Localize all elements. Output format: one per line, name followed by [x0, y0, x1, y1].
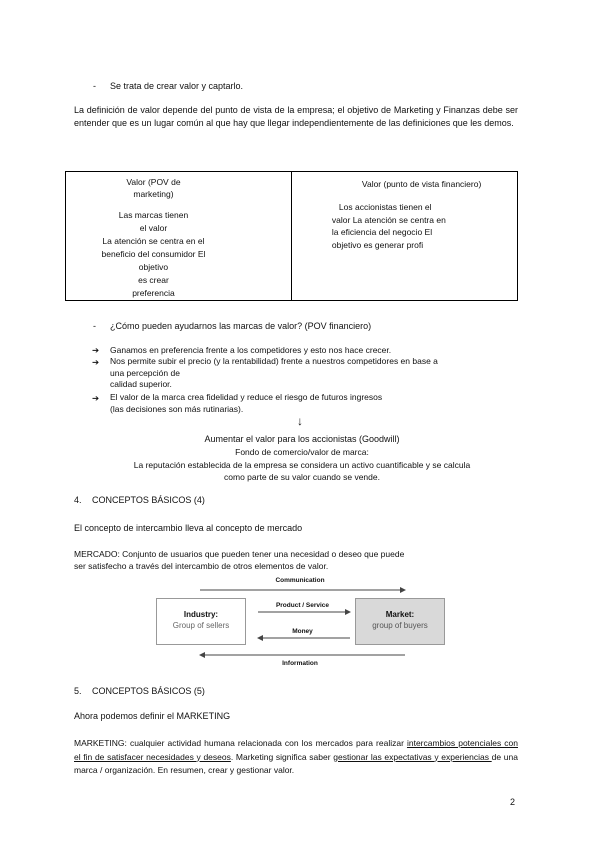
market-box — [355, 598, 445, 645]
marketing-pov-line: Las marcas tienen — [118, 210, 189, 220]
value-comparison-table — [65, 171, 518, 301]
marketing-pov-header-2: marketing) — [133, 189, 174, 199]
section-title: CONCEPTOS BÁSICOS (5) — [92, 686, 205, 696]
financial-pov-cell — [291, 172, 517, 301]
marketing-pov-line: preferencia — [132, 288, 175, 298]
industry-subtitle: Group of sellers — [172, 621, 230, 630]
marketing-definition: MARKETING: cualquier actividad humana relacionada con los mercados para realizar intercambios potenciales con el fin de satisfacer necesidades y deseos. Marketing significa saber gestionar las expectativas y experiencias de una marca / organización. En resumen, crear y gestionar valor. — [74, 738, 518, 775]
underlined-phrase: intercambios potenciales con el fin de satisfacer necesidades y deseos — [74, 738, 518, 762]
mercado-definition: MERCADO: Conjunto de usuarios que pueden tener una necesidad o deseo que puede — [74, 549, 405, 559]
goodwill-title: Aumentar el valor para los accionistas (Goodwill) — [204, 434, 400, 444]
financial-pov-header: Valor (punto de vista financiero) — [361, 179, 482, 189]
product-service-label: Product / Service — [275, 602, 330, 609]
market-exchange-diagram — [150, 574, 450, 670]
intro-paragraph: La definición de valor depende del punto de vista de la empresa; el objetivo de Marketing y Finanzas debe ser entender que es un lugar común al que hay que llegar independientemente de las definiciones que les demos. — [74, 105, 518, 128]
arrow-marker: ➔ — [92, 345, 100, 355]
communication-label: Communication — [275, 577, 325, 584]
goodwill-subtitle: Fondo de comercio/valor de marca: — [235, 447, 369, 457]
section-number: 5. — [74, 686, 82, 696]
bullet-text: Se trata de crear valor y captarlo. — [110, 81, 244, 91]
financial-pov-line: la eficiencia del negocio El — [331, 227, 433, 237]
money-label: Money — [292, 628, 313, 635]
market-title: Market: — [385, 610, 415, 619]
arrow-marker: ➔ — [92, 393, 100, 403]
arrow-item-text: El valor de la marca crea fidelidad y reduce el riesgo de futuros ingresos (las decisiones son más rutinarias). — [110, 392, 383, 414]
information-label: Information — [282, 660, 318, 667]
goodwill-text: La reputación establecida de la empresa se considera un activo cuantificable y se calcula — [133, 460, 471, 470]
question-marker: - — [93, 321, 96, 331]
arrow-item-text: Ganamos en preferencia frente a los competidores y esto nos hace crecer. — [110, 345, 392, 355]
marketing-pov-header-1: Valor (POV de — [126, 177, 181, 187]
marketing-pov-line: es crear — [138, 275, 169, 285]
exchange-sentence: El concepto de intercambio lleva al concepto de mercado — [74, 523, 303, 533]
marketing-pov-line: el valor — [139, 223, 168, 233]
arrow-item-text: Nos permite subir el precio (y la rentabilidad) frente a nuestros competidores en base a una percepción de calidad superior. — [110, 356, 438, 389]
mercado-definition: ser satisfecho a través del intercambio de otros elementos de valor. — [74, 561, 329, 571]
marketing-pov-cell — [66, 172, 292, 301]
down-arrow-icon: ↓ — [297, 414, 303, 428]
marketing-pov-line: objetivo — [138, 262, 169, 272]
page-number: 2 — [510, 797, 516, 807]
section-title: CONCEPTOS BÁSICOS (4) — [92, 495, 205, 505]
define-marketing-sentence: Ahora podemos definir el MARKETING — [74, 711, 231, 721]
industry-title: Industry: — [183, 610, 219, 619]
financial-pov-line: valor La atención se centra en — [331, 214, 446, 225]
marketing-pov-line: La atención se centra en el — [102, 236, 205, 246]
goodwill-text: como parte de su valor cuando se vende. — [224, 472, 380, 482]
market-subtitle: group of buyers — [372, 621, 428, 630]
underlined-phrase: gestionar las expectativas y experiencias — [333, 751, 492, 762]
arrow-marker: ➔ — [92, 357, 100, 367]
financial-pov-line: objetivo es generar profi — [331, 239, 424, 250]
bullet-marker: - — [93, 81, 96, 91]
section-number: 4. — [74, 495, 82, 505]
industry-box — [156, 598, 246, 645]
financial-pov-line: Los accionistas tienen el — [338, 202, 432, 212]
marketing-pov-line: beneficio del consumidor El — [101, 249, 206, 259]
question-text: ¿Cómo pueden ayudarnos las marcas de valor? (POV financiero) — [110, 321, 372, 331]
